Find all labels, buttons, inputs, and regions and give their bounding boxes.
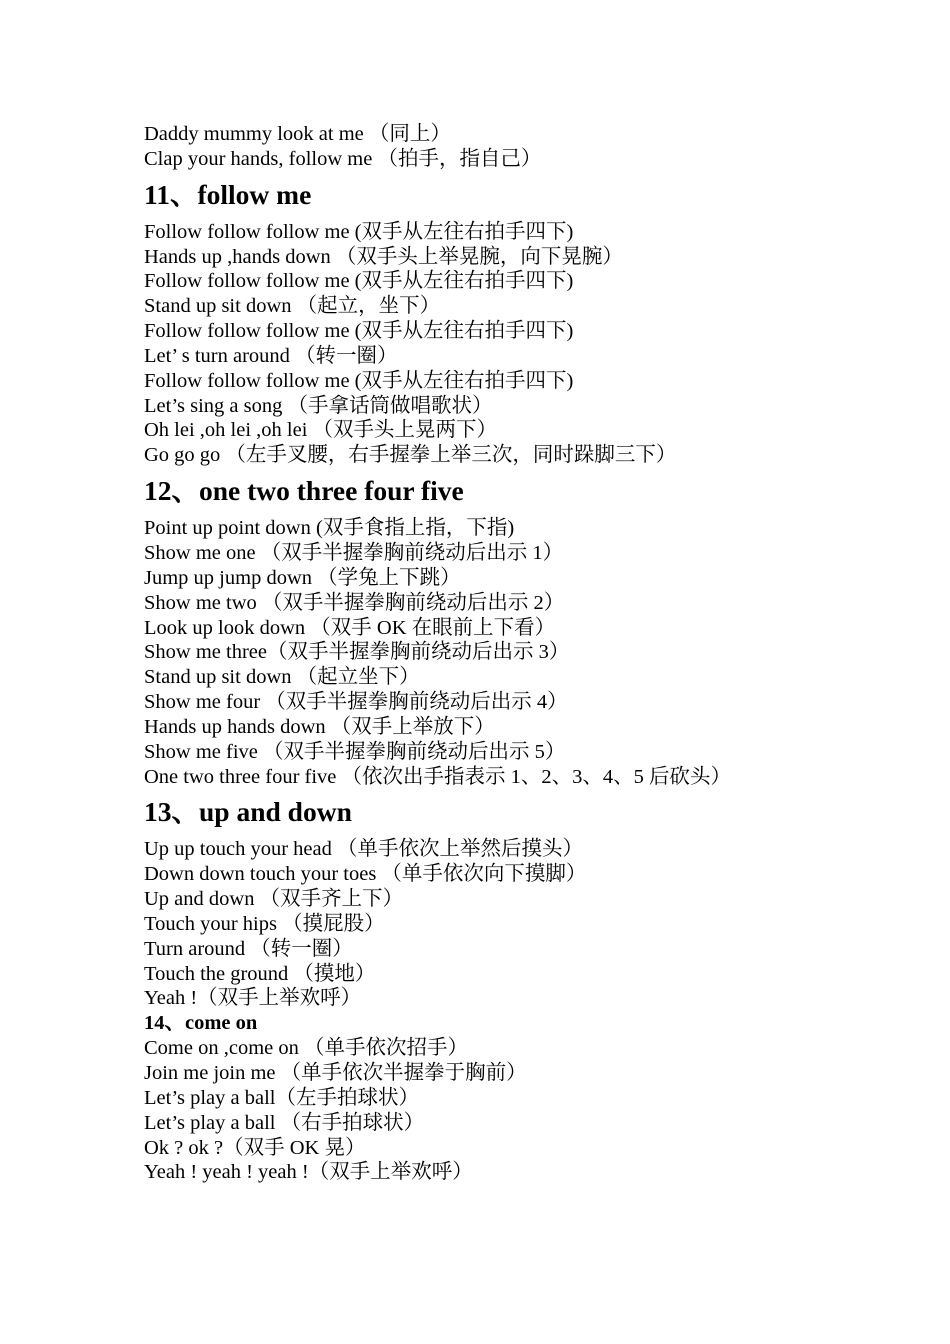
text-line: Daddy mummy look at me （同上） (144, 123, 451, 145)
text-line: Touch the ground （摸地） (144, 962, 376, 985)
text-line: Show me five （双手半握拳胸前绕动后出示 5） (144, 740, 566, 763)
section-13 (144, 796, 924, 1011)
text-line: Up and down （双手齐上下） (144, 888, 404, 911)
text-line: Clap your hands, follow me （拍手，指自己） (144, 147, 542, 170)
text-line: Let’s play a ball （右手拍球状） (144, 1111, 425, 1134)
text-line: Let’ s turn around （转一圈） (144, 344, 398, 367)
text-line: Show me three（双手半握拳胸前绕动后出示 3） (144, 641, 570, 664)
text-line: Turn around （转一圈） (144, 937, 353, 960)
text-line: One two three four five （依次出手指表示 1、2、3、4、5 后砍头） (144, 765, 732, 788)
text-line: Hands up hands down （双手上举放下） (144, 715, 495, 738)
document-page (144, 122, 924, 1185)
text-line: Follow follow follow me (双手从左往右拍手四下) (144, 270, 574, 293)
text-line: Join me join me （单手依次半握拳于胸前） (144, 1062, 527, 1084)
section-11 (144, 178, 924, 468)
text-line: Ok ? ok ?（双手 OK 晃） (144, 1136, 366, 1159)
text-line: Show me one （双手半握拳胸前绕动后出示 1） (144, 541, 564, 564)
text-line: Stand up sit down （起立坐下） (144, 666, 420, 689)
text-line: Jump up jump down （学兔上下跳） (144, 566, 461, 589)
text-line: Touch your hips （摸屁股） (144, 912, 385, 935)
section-heading: 11、follow me (144, 178, 312, 210)
text-line: Show me four （双手半握拳胸前绕动后出示 4） (144, 691, 568, 714)
text-line: Yeah ! yeah ! yeah !（双手上举欢呼） (144, 1161, 473, 1184)
section-heading: 14、come on (144, 1012, 258, 1035)
text-line: Let’s play a ball（左手拍球状） (144, 1086, 419, 1109)
text-line: Oh lei ,oh lei ,oh lei （双手头上晃两下） (144, 419, 498, 442)
text-line: Let’s sing a song （手拿话筒做唱歌状） (144, 394, 493, 417)
text-line: Stand up sit down （起立，坐下） (144, 295, 441, 318)
text-line: Up up touch your head （单手依次上举然后摸头） (144, 838, 583, 861)
section-12 (144, 475, 924, 789)
text-line: Go go go （左手叉腰，右手握拳上举三次，同时跺脚三下） (144, 444, 677, 467)
section-heading: 12、one two three four five (144, 475, 464, 507)
text-line: Down down touch your toes （单手依次向下摸脚） (144, 863, 587, 886)
section-14 (144, 1011, 924, 1185)
text-line: Yeah !（双手上举欢呼） (144, 987, 362, 1010)
text-line: Follow follow follow me (双手从左往右拍手四下) (144, 320, 574, 343)
text-line: Look up look down （双手 OK 在眼前上下看） (144, 616, 556, 639)
section-heading: 13、up and down (144, 796, 352, 828)
intro-block (144, 122, 924, 172)
text-line: Hands up ,hands down （双手头上举晃腕，向下晃腕） (144, 245, 623, 268)
text-line: Follow follow follow me (双手从左往右拍手四下) (144, 220, 574, 243)
text-line: Follow follow follow me (双手从左往右拍手四下) (144, 369, 574, 392)
text-line: Come on ,come on （单手依次招手） (144, 1037, 468, 1060)
text-line: Show me two （双手半握拳胸前绕动后出示 2） (144, 591, 565, 614)
text-line: Point up point down (双手食指上指，下指) (144, 517, 515, 540)
